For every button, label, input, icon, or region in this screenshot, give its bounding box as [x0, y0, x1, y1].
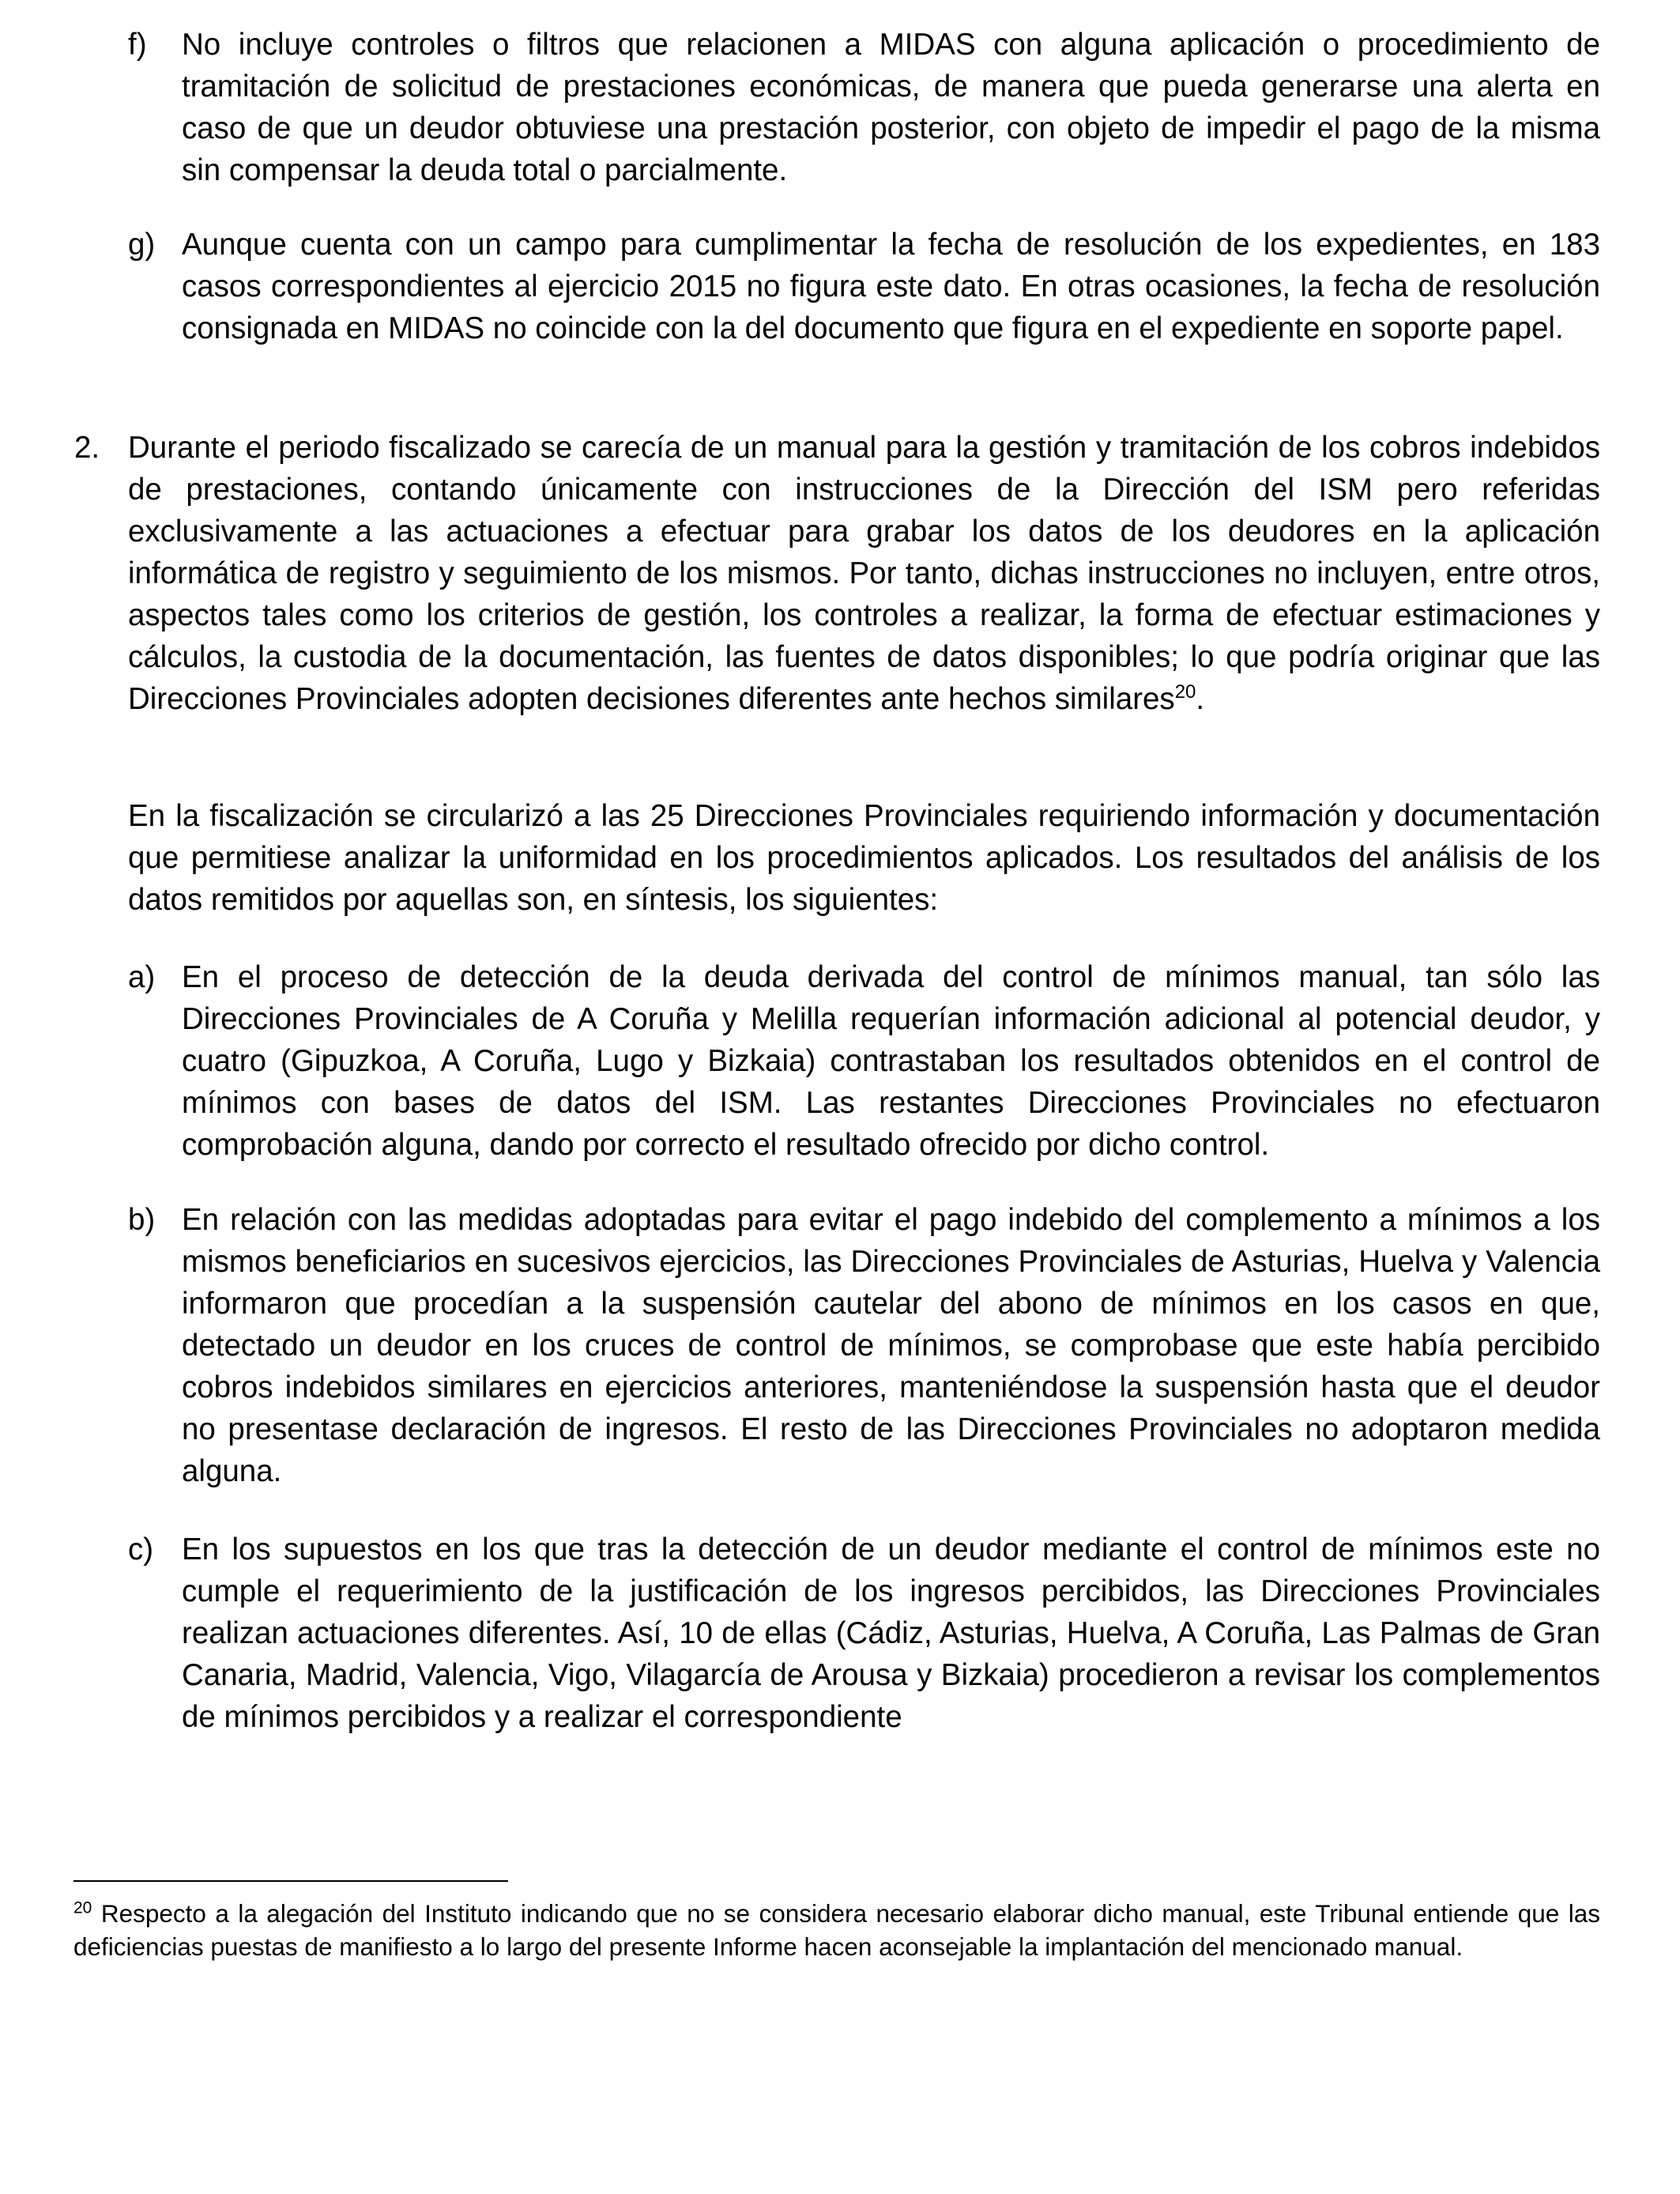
intro-paragraph-text: En la fiscalización se circularizó a las 25 Direcciones Provinciales requiriendo información y documentación que permitiese analizar la uniformidad en los procedimientos aplicados. Los resultados del análisis de los datos remitidos por aquellas son, en síntesis, los siguientes: — [128, 799, 1600, 917]
list-item-b — [128, 1199, 1600, 1492]
footnote-number: 20 — [73, 1898, 92, 1917]
list-marker: 2. — [74, 431, 100, 465]
intro-paragraph — [128, 795, 1600, 921]
list-marker: b) — [128, 1203, 156, 1237]
list-item-text: No incluye controles o filtros que relacionen a MIDAS con alguna aplicación o procedimiento de tramitación de solicitud de prestaciones económicas, de manera que pueda generarse una alerta en caso de que un deudor obtuviese una prestación posterior, con objeto de impedir el pago de la misma sin compensar la deuda total o parcialmente. — [182, 28, 1600, 187]
list-item-f — [128, 24, 1600, 191]
list-item-c — [128, 1529, 1600, 1738]
list-item-text: En el proceso de detección de la deuda derivada del control de mínimos manual, tan sólo las Direcciones Provinciales de A Coruña y Melilla requerían información adicional al potencial deudor, y cuatro (Gipuzkoa, A Coruña, Lugo y Bizkaia) contrastaban los resultados obtenidos en el control de mínimos con bases de datos del ISM. Las restantes Direcciones Provinciales no efectuaron comprobación alguna, dando por correcto el resultado ofrecido por dicho control. — [182, 960, 1600, 1162]
footnote-text: Respecto a la alegación del Instituto indicando que no se considera necesario elaborar dicho manual, este Tribunal entiende que las deficiencias puestas de manifiesto a lo largo del presente Informe hacen aconsejable la implantación del mencionado manual. — [73, 1899, 1600, 1961]
list-item-a — [128, 956, 1600, 1166]
list-marker: g) — [128, 228, 156, 262]
list-marker: a) — [128, 960, 156, 994]
paragraph-end: . — [1196, 682, 1205, 716]
list-item-text: En los supuestos en los que tras la detección de un deudor mediante el control de mínimos este no cumple el requerimiento de la justificación de los ingresos percibidos, las Direcciones Provinciales realizan actuaciones diferentes. Así, 10 de ellas (Cádiz, Asturias, Huelva, A Coruña, Las Palmas de Gran Canaria, Madrid, Valencia, Vigo, Vilagarcía de Arousa y Bizkaia) procedieron a revisar los complementos de mínimos percibidos y a realizar el correspondiente — [182, 1532, 1600, 1734]
list-item-text: En relación con las medidas adoptadas para evitar el pago indebido del complemento a mínimos a los mismos beneficiarios en sucesivos ejercicios, las Direcciones Provinciales de Asturias, Huelva y Valencia informaron que procedían a la suspensión cautelar del abono de mínimos en los casos en que, detectado un deudor en los cruces de control de mínimos, se comprobase que este había percibido cobros indebidos similares en ejercicios anteriores, manteniéndose la suspensión hasta que el deudor no presentase declaración de ingresos. El resto de las Direcciones Provinciales no adoptaron medida alguna. — [182, 1203, 1600, 1488]
footnote — [73, 1897, 1600, 1963]
footnote-separator — [73, 1880, 508, 1882]
list-marker: c) — [128, 1532, 154, 1566]
list-marker: f) — [128, 28, 147, 62]
list-item-g — [128, 224, 1600, 349]
numbered-item-text — [128, 427, 1600, 720]
footnote-reference: 20 — [1174, 681, 1196, 703]
list-item-text: Aunque cuenta con un campo para cumplimentar la fecha de resolución de los expedientes, en 183 casos correspondientes al ejercicio 2015 no figura este dato. En otras ocasiones, la fecha de resolución consignada en MIDAS no coincide con la del documento que figura en el expediente en soporte papel. — [182, 228, 1600, 345]
numbered-item-2 — [74, 427, 1600, 720]
paragraph-body: Durante el periodo fiscalizado se carecía de un manual para la gestión y tramitación de los cobros indebidos de prestaciones, contando únicamente con instrucciones de la Dirección del ISM pero referidas exclusivamente a las actuaciones a efectuar para grabar los datos de los deudores en la aplicación informática de registro y seguimiento de los mismos. Por tanto, dichas instrucciones no incluyen, entre otros, aspectos tales como los criterios de gestión, los controles a realizar, la forma de efectuar estimaciones y cálculos, la custodia de la documentación, las fuentes de datos disponibles; lo que podría originar que las Direcciones Provinciales adopten decisiones diferentes ante hechos similares — [128, 431, 1600, 716]
